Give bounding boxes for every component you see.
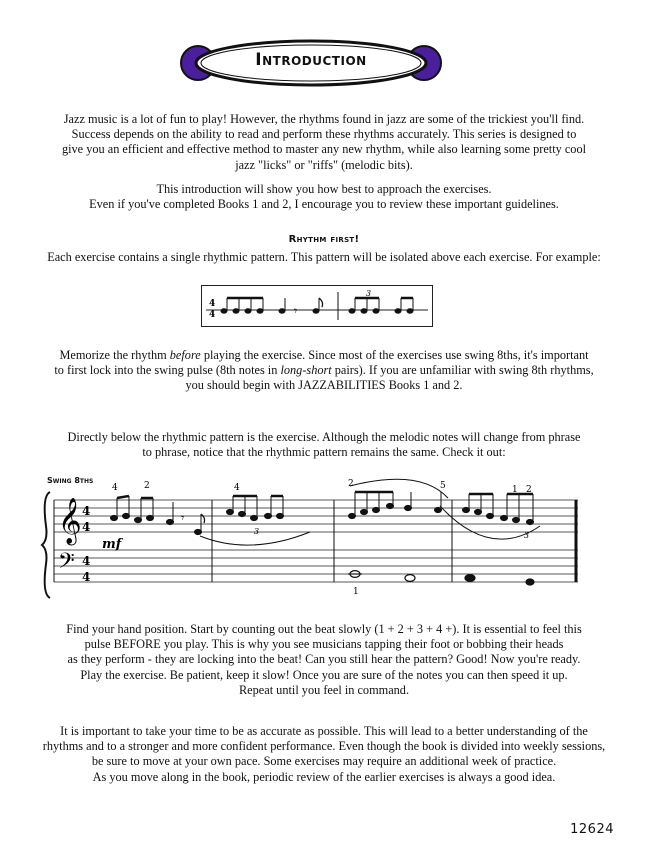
intro-line: Success depends on the ability to read and perform these rhythms accurately. This series is designed to	[71, 127, 577, 142]
eighth-rest: 𝄾	[294, 304, 298, 318]
section-heading: Rhythm first!	[288, 234, 360, 245]
intro-line: Jazz music is a lot of fun to play! However, the rhythms found in jazz are some of the trickiest you'll find.	[63, 112, 585, 126]
eighth-pair	[395, 298, 413, 313]
rhythm-intro	[24, 250, 624, 265]
treble-staff	[54, 500, 578, 532]
closing-line: rhythms and to a stronger and more confident performance. Even though the book is divided into weekly sessions,	[42, 739, 606, 754]
memorize-line-1: Memorize the rhythm before playing the exercise. Since most of the exercises use swing 8ths, it's important	[59, 348, 589, 362]
intro2-line: This introduction will show you how best to approach the exercises.	[156, 182, 492, 196]
fingering: 5	[440, 481, 446, 491]
triplet-group	[349, 298, 379, 313]
music-score	[40, 470, 585, 610]
measure-4-notes	[463, 494, 534, 525]
score-label: Swing 8ths	[47, 476, 94, 485]
score	[40, 470, 585, 615]
fingering: 2	[526, 485, 532, 495]
hand-line: as they perform - they are locking into the beat! Can you still hear the pattern? Good! Now you're ready.	[67, 652, 581, 667]
exercise-intro-line: to phrase, notice that the rhythmic pattern remains the same. Check it out:	[142, 445, 506, 460]
intro-paragraph	[24, 112, 624, 173]
bass-time-bottom: 4	[82, 570, 91, 584]
intro2-paragraph	[24, 182, 624, 212]
hand-line: Play the exercise. Be patient, keep it slow! Once you are sure of the notes you can then speed it up.	[80, 667, 568, 682]
fingering: 1	[512, 485, 518, 495]
treble-time-bottom: 4	[82, 520, 91, 534]
title-banner	[180, 34, 442, 92]
bass-notes	[348, 571, 534, 585]
closing-line: As you move along in the book, periodic review of the earlier exercises is always a good idea.	[92, 769, 556, 784]
rhythm-intro-line: Each exercise contains a single rhythmic pattern. This pattern will be isolated above each exercise. For example:	[47, 250, 601, 264]
rhythm-notation	[202, 286, 432, 326]
bass-time-top: 4	[82, 554, 91, 568]
bass-staff	[54, 550, 578, 582]
rhythm-example	[201, 285, 433, 327]
bass-clef: 𝄢	[58, 549, 75, 579]
treble-time-top: 4	[82, 504, 91, 518]
closing-line: It is important to take your time to be as accurate as possible. This will lead to a better understanding of the	[60, 724, 588, 738]
hand-line: Repeat until you feel in command.	[238, 682, 410, 697]
measure-3-notes	[349, 492, 442, 519]
intro2-line: Even if you've completed Books 1 and 2, I encourage you to review these important guidelines.	[89, 197, 559, 212]
memorize-line-3: you should begin with JAZZABILITIES Books 1 and 2.	[185, 378, 463, 393]
fingering: 2	[144, 481, 150, 491]
treble-clef: 𝄞	[58, 498, 82, 544]
triplet-marker: 3	[254, 527, 260, 536]
grand-staff-brace	[42, 492, 50, 598]
quarter-note	[279, 298, 285, 313]
memorize-paragraph	[24, 348, 624, 394]
page-title: Introduction	[255, 50, 367, 70]
rhythm-time-sig-bottom: 4	[209, 310, 216, 320]
eighth-note-group	[221, 298, 263, 313]
eighth-note-single	[313, 298, 323, 313]
slurs	[200, 479, 540, 545]
fingering: 4	[112, 483, 118, 493]
dynamic-marking: mf	[102, 537, 122, 552]
fingering: 1	[353, 587, 359, 597]
intro-line: give you an efficient and effective method to master any new rhythm, while also learning some pretty cool	[61, 142, 587, 157]
hand-line: pulse BEFORE you play. This is why you see musicians tapping their foot or bobbing their heads	[84, 637, 564, 652]
score-barlines	[54, 500, 576, 582]
closing-paragraph	[24, 724, 624, 785]
hand-line: Find your hand position. Start by counting out the beat slowly (1 + 2 + 3 + 4 +). It is essential to feel this	[66, 622, 582, 636]
exercise-intro-paragraph	[24, 430, 624, 460]
triplet-label: 3	[366, 289, 372, 298]
page-number: 12624	[570, 822, 614, 837]
exercise-intro-line: Directly below the rhythmic pattern is the exercise. Although the melodic notes will change from phrase	[67, 430, 581, 444]
fingering: 4	[234, 483, 240, 493]
memorize-line-2: to first lock into the swing pulse (8th notes in long-short pairs). If you are unfamiliar with swing 8th rhythms,	[54, 363, 594, 378]
closing-line: be sure to move at your own pace. Some exercises may require an additional week of practice.	[91, 754, 557, 769]
measure-1-notes	[111, 496, 205, 535]
hand-position-paragraph	[24, 622, 624, 698]
fingering: 2	[348, 479, 354, 489]
triplet-marker: 3	[524, 531, 530, 540]
rhythm-time-sig-top: 4	[209, 299, 216, 309]
intro-line: jazz "licks" or "riffs" (melodic bits).	[235, 157, 413, 172]
eighth-rest: 𝄾	[181, 511, 185, 525]
